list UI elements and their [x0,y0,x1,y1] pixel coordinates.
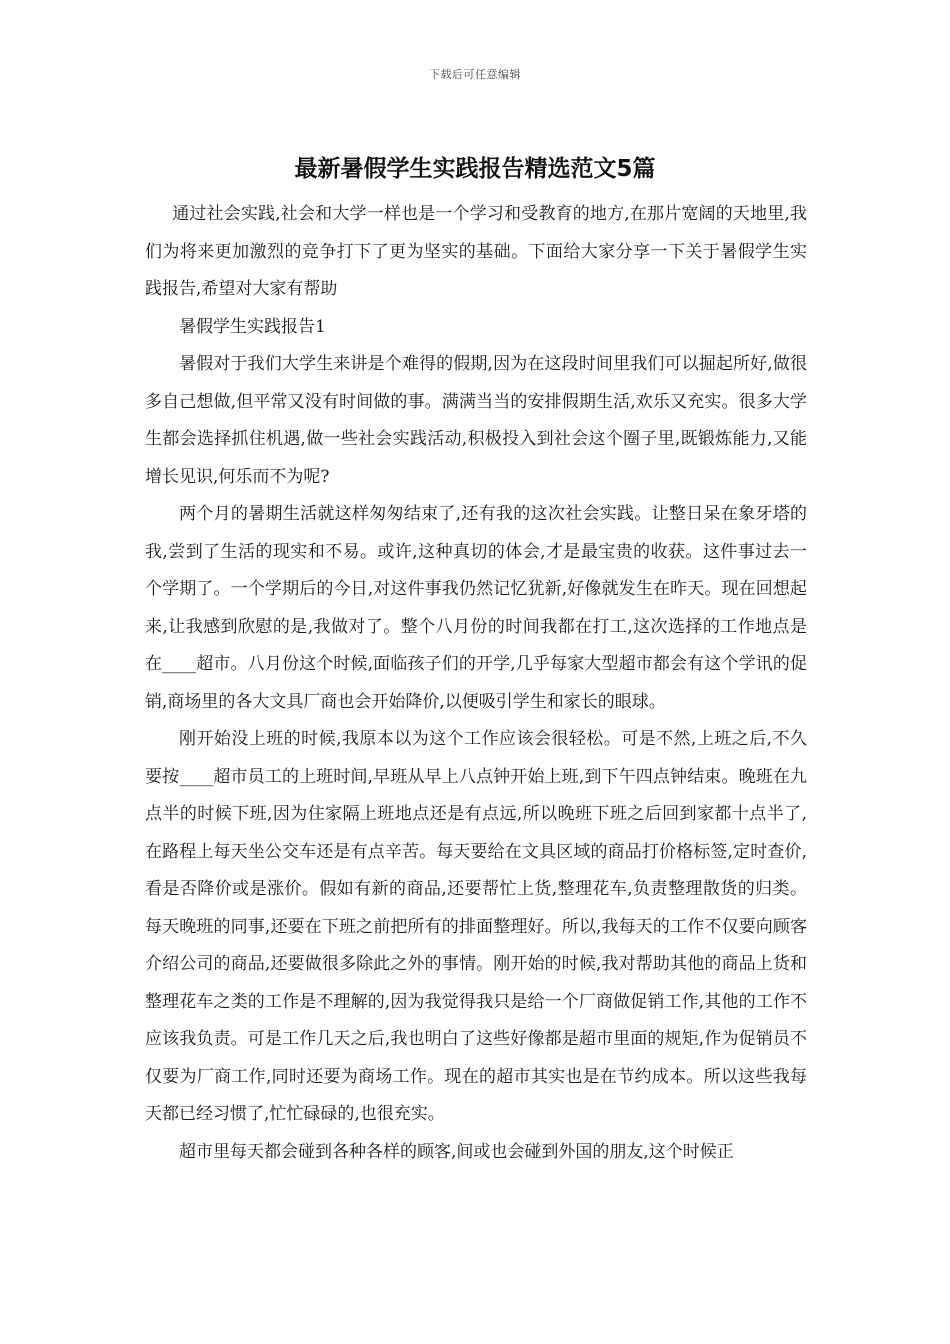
body-paragraph-4: 超市里每天都会碰到各种各样的顾客,间或也会碰到外国的朋友,这个时候正 [179,1141,734,1162]
document-title: 最新暑假学生实践报告精选范文5篇 [294,156,656,182]
page-header-note: 下载后可任意编辑 [429,68,521,81]
section-heading: 暑假学生实践报告1 [179,316,326,337]
body-paragraph-2: 两个月的暑期生活就这样匆匆结束了,还有我的这次社会实践。让整日呆在象牙塔的我,尝到了生活的现实和不易。或许,这种真切的体会,才是最宝贵的收获。这件事过去一个学期了。一个学期后的今日,对这件事我仍然记忆犹新,好像就发生在昨天。现在回想起来,让我感到欣慰的是,我做对了。整个八月份的时间我都在打工,这次选择的工作地点是在____超市。八月份这个时候,面临孩子们的开学,几乎每家大型超市都会有这个学讯的促销,商场里的各大文具厂商也会开始降价,以便吸引学生和家长的眼球。 [145,504,807,712]
intro-paragraph: 通过社会实践,社会和大学一样也是一个学习和受教育的地方,在那片宽阔的天地里,我们为将来更加激烈的竞争打下了更为坚实的基础。下面给大家分享一下关于暑假学生实践报告,希望对大家有帮助 [145,204,807,299]
body-paragraph-3: 刚开始没上班的时候,我原本以为这个工作应该会很轻松。可是不然,上班之后,不久要按____超市员工的上班时间,早班从早上八点钟开始上班,到下午四点钟结束。晚班在九点半的时候下班,因为住家隔上班地点还是有点远,所以晚班下班之后回到家都十点半了,在路程上每天坐公交车还是有点辛苦。每天要给在文具区域的商品打价格标签,定时查价,看是否降价或是涨价。假如有新的商品,还要帮忙上货,整理花车,负责整理散货的归类。每天晚班的同事,还要在下班之前把所有的排面整理好。所以,我每天的工作不仅要向顾客介绍公司的商品,还要做很多除此之外的事情。刚开始的时候,我对帮助其他的商品上货和整理花车之类的工作是不理解的,因为我觉得我只是给一个厂商做促销工作,其他的工作不应该我负责。可是工作几天之后,我也明白了这些好像都是超市里面的规矩,作为促销员不仅要为厂商工作,同时还要为商场工作。现在的超市其实也是在节约成本。所以这些我每天都已经习惯了,忙忙碌碌的,也很充实。 [145,729,807,1124]
body-paragraph-1: 暑假对于我们大学生来讲是个难得的假期,因为在这段时间里我们可以掘起所好,做很多自己想做,但平常又没有时间做的事。满满当当的安排假期生活,欢乐又充实。很多大学生都会选择抓住机遇,做一些社会实践活动,积极投入到社会这个圈子里,既锻炼能力,又能增长见识,何乐而不为呢? [145,354,807,487]
document-body [145,196,807,1171]
